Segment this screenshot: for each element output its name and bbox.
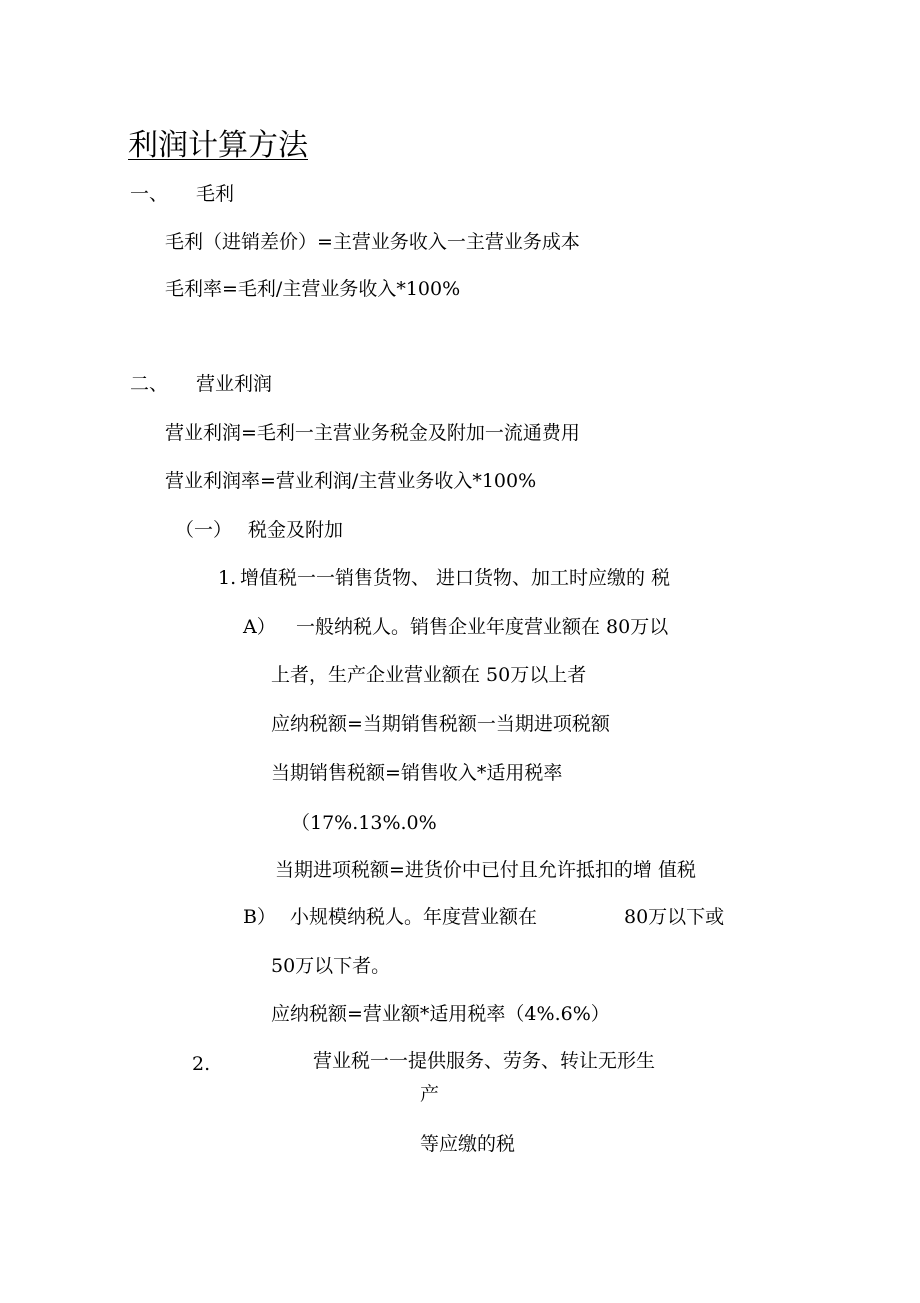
item1-b-label: B） <box>243 906 276 928</box>
subsection1-heading: 税金及附加 <box>248 519 344 541</box>
item1-a-line6: 当期进项税额=进货价中已付且允许抵扣的增 值税 <box>275 859 696 881</box>
item1-a-label: A） <box>243 616 276 638</box>
item1-a-line5: （17%.13%.0% <box>291 812 437 834</box>
item1-b-line1a: 小规模纳税人。年度营业额在 <box>290 906 538 928</box>
item1-b-line3: 应纳税额=营业额*适用税率（4%.6%） <box>271 1003 610 1025</box>
item1-a-line2: 上者，生产企业营业额在 50万以上者 <box>271 664 587 686</box>
section2-number: 二、 <box>130 373 169 395</box>
section1-formula-gross-profit: 毛利（进销差价）=主营业务收入一主营业务成本 <box>165 231 580 253</box>
page-title: 利润计算方法 <box>128 128 308 163</box>
item1-b-line1b: 80万以下或 <box>624 906 725 928</box>
item2-line3: 等应缴的税 <box>420 1133 516 1155</box>
section1-heading: 毛利 <box>196 183 235 205</box>
item1-number: 1. <box>218 567 237 589</box>
item2-number: 2. <box>192 1053 211 1075</box>
section1-formula-gross-margin: 毛利率=毛利/主营业务收入*100% <box>165 278 461 300</box>
item1-a-line1: 一般纳税人。销售企业年度营业额在 80万以 <box>296 616 669 638</box>
section1-number: 一、 <box>130 183 169 205</box>
item2-line2: 产 <box>420 1083 440 1105</box>
item1-a-line4: 当期销售税额=销售收入*适用税率 <box>271 762 563 784</box>
item2-line1: 营业税一一提供服务、劳务、转让无形生 <box>313 1050 656 1072</box>
section2-formula-operating-margin: 营业利润率=营业利润/主营业务收入*100% <box>165 470 537 492</box>
section2-heading: 营业利润 <box>196 373 273 395</box>
item1-a-line3: 应纳税额=当期销售税额一当期进项税额 <box>271 713 610 735</box>
subsection1-number: （一） <box>175 519 233 541</box>
section2-formula-operating-profit: 营业利润=毛利一主营业务税金及附加一流通费用 <box>165 422 580 444</box>
item1-b-line2: 50万以下者。 <box>271 955 391 977</box>
item1-text: 增值税一一销售货物、 进口货物、加工时应缴的 税 <box>240 567 671 589</box>
